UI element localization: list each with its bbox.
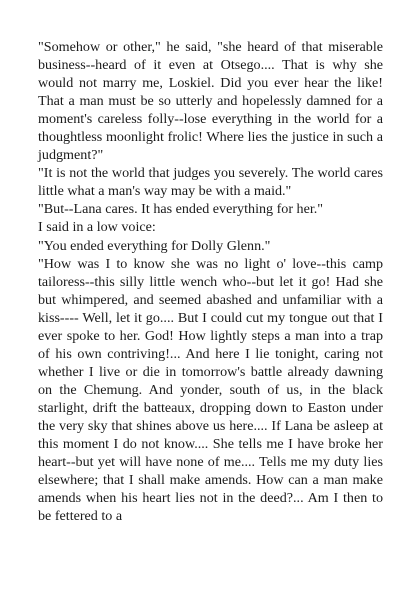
paragraph-1: "Somehow or other," he said, "she heard of that miserable business--heard of it even at Otsego.... That is why she would not marry me, Loskiel. Did you ever hear the like! That a man must be so utterly and hopelessly damned for a moment's careless folly--lose everything in the world for a thoughtless moonlight frolic! Where lies the justice in such a judgment?" bbox=[38, 39, 383, 164]
paragraph-3: "But--Lana cares. It has ended everything for her." bbox=[38, 201, 324, 218]
paragraph-4: I said in a low voice: bbox=[38, 219, 156, 236]
paragraph-6: "How was I to know she was no light o' love--this camp tailoress--this silly little wench who--but let it go! Had she but whimpered, and seemed abashed and unfamiliar with a kiss---- Well, let it go.... But I could cut my tongue out that I ever spoke to her. God! How lightly steps a man into a trap of his own contriving!... And here I lie tonight, caring not whether I live or die in tomorrow's battle already dawning on the Chemung. And yonder, south of us, in the black starlight, drift the batteaux, dropping down to Easton under the very sky that shines above us here.... If Lana be asleep at this moment I do not know.... She tells me I have broke her heart--but yet will have none of me.... Tells me my duty lies elsewhere; that I shall make amends. How can a man make amends when his heart lies not in the deed?... Am I then to be fettered to a bbox=[38, 255, 383, 525]
paragraph-2: "It is not the world that judges you severely. The world cares little what a man's way may be with a maid." bbox=[38, 165, 383, 200]
paragraph-5: "You ended everything for Dolly Glenn." bbox=[38, 237, 271, 254]
page-body bbox=[38, 38, 383, 525]
